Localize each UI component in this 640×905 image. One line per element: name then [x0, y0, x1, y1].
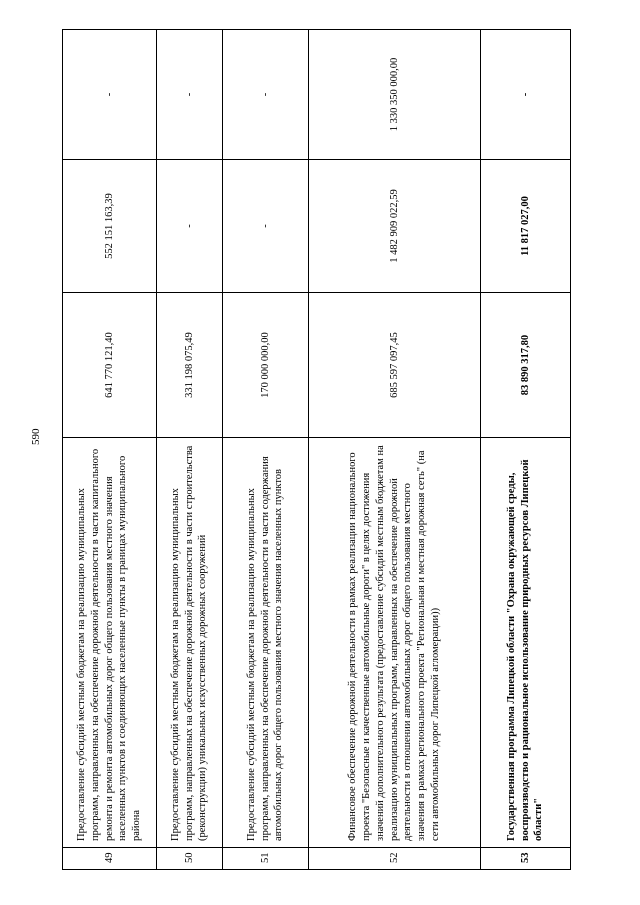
row-value-2: 11 817 027,00	[481, 160, 571, 293]
row-number: 51	[223, 848, 309, 870]
row-value-3: -	[157, 30, 223, 160]
row-description: Предоставление субсидий местным бюджетам на реализацию муниципальных программ, направленных на обеспечение дорожной деятельности в части капитального ремонта и ремонта автомобильных дорог общего пользования местного значения населенных пунктов и соединяющих населенные пункты в границах муниципального района	[63, 438, 157, 848]
row-number: 50	[157, 848, 223, 870]
table-row	[63, 30, 157, 870]
row-number: 52	[309, 848, 481, 870]
row-value-1: 170 000 000,00	[223, 293, 309, 438]
row-description: Финансовое обеспечение дорожной деятельности в рамках реализации национального проекта "Безопасные и качественные автомобильные дороги" в целях достижения значений дополнительного результата (предоставление субсидий местным бюджетам на реализацию муниципальных программ, направленных на обеспечение дорожной деятельности в отношении автомобильных дорог общего пользования местного значения в рамках регионального проекта "Региональная и местная дорожная сеть" (на сети автомобильных дорог Липецкой агломерации))	[309, 438, 481, 848]
row-value-2: -	[223, 160, 309, 293]
row-value-1: 685 597 097,45	[309, 293, 481, 438]
table-row	[223, 30, 309, 870]
row-value-2: -	[157, 160, 223, 293]
row-value-3: 1 330 350 000,00	[309, 30, 481, 160]
budget-table	[62, 29, 571, 870]
row-value-1: 83 890 317,80	[481, 293, 571, 438]
row-description: Предоставление субсидий местным бюджетам на реализацию муниципальных программ, направленных на обеспечение дорожной деятельности в части строительства (реконструкции) уникальных искусственных дорожных сооружений	[157, 438, 223, 848]
row-description: Предоставление субсидий местным бюджетам на реализацию муниципальных программ, направленных на обеспечение дорожной деятельности в части содержания автомобильных дорог общего пользования местного значения населенных пунктов	[223, 438, 309, 848]
row-value-2: 1 482 909 022,59	[309, 160, 481, 293]
row-number: 49	[63, 848, 157, 870]
table-row	[481, 30, 571, 870]
row-number: 53	[481, 848, 571, 870]
row-description: Государственная программа Липецкой области "Охрана окружающей среды, воспроизводство и рациональное использование природных ресурсов Липецкой области"	[481, 438, 571, 848]
table-row	[309, 30, 481, 870]
row-value-1: 331 198 075,49	[157, 293, 223, 438]
budget-table-wrapper	[62, 30, 570, 870]
page-number: 590	[30, 428, 42, 445]
row-value-3: -	[223, 30, 309, 160]
row-value-1: 641 770 121,40	[63, 293, 157, 438]
row-value-2: 552 151 163,39	[63, 160, 157, 293]
table-row	[157, 30, 223, 870]
row-value-3: -	[63, 30, 157, 160]
row-value-3: -	[481, 30, 571, 160]
